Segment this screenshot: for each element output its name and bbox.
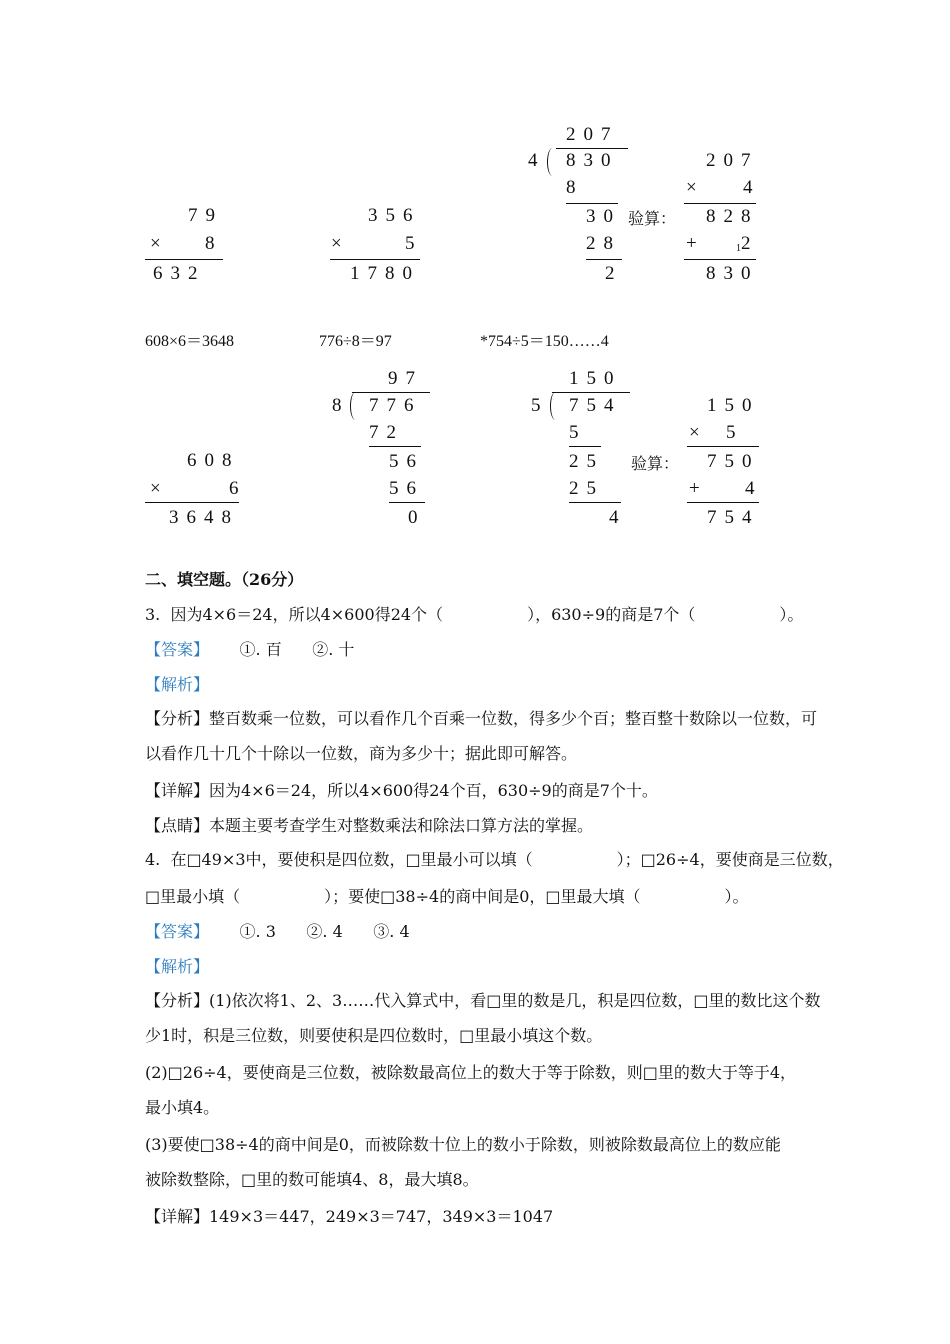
dividend: 830 bbox=[566, 150, 619, 171]
question-text: ）；要使□38÷4的商中间是0，□里最大填（ bbox=[324, 887, 641, 906]
answer-text: ①. 3 ②. 4 ③. 4 bbox=[209, 922, 410, 941]
calc-line: 828 bbox=[706, 206, 759, 227]
rule-line bbox=[145, 502, 239, 503]
division-bracket bbox=[547, 148, 558, 176]
calc-line: 8 bbox=[566, 177, 584, 198]
times-sign: × bbox=[689, 422, 700, 443]
question-text: 3. 因为4×6＝24，所以4×600得24个（ bbox=[145, 605, 444, 624]
divisor: 4 bbox=[528, 150, 538, 171]
calc-line: 25 bbox=[569, 451, 604, 472]
question-4 bbox=[145, 849, 844, 871]
analysis-text: 最小填4。 bbox=[145, 1098, 220, 1117]
check-label: 验算： bbox=[628, 209, 677, 228]
plus-sign: + bbox=[689, 478, 700, 499]
quotient: 97 bbox=[388, 368, 423, 389]
calc-line: 356 bbox=[368, 205, 421, 226]
division-bracket bbox=[550, 392, 561, 420]
rule-line bbox=[352, 392, 430, 393]
plus-sign: + bbox=[686, 233, 697, 254]
question-text: ）。 bbox=[779, 605, 804, 624]
analysis-tag: 【解析】 bbox=[145, 675, 210, 694]
times-sign: × bbox=[686, 177, 697, 198]
analysis-text: 少1时，积是三位数，则要使积是四位数时，□里最小填这个数。 bbox=[145, 1026, 603, 1045]
equation-1: 608×6＝3648 bbox=[145, 333, 235, 350]
rule-line bbox=[552, 392, 630, 393]
rule-line bbox=[684, 203, 756, 204]
analysis-text: (3)要使□38÷4的商中间是0，而被除数十位上的数小于除数，则被除数最高位上的数应能 bbox=[145, 1135, 781, 1154]
rule-line bbox=[687, 446, 759, 447]
remainder: 0 bbox=[408, 507, 426, 528]
rule-line bbox=[687, 502, 759, 503]
rule-line bbox=[389, 502, 425, 503]
calc-line: 79 bbox=[188, 205, 223, 226]
calc-line: 6 bbox=[229, 478, 247, 499]
calc-line: 5 bbox=[405, 233, 423, 254]
calc-result: 830 bbox=[706, 263, 759, 284]
answer-line bbox=[145, 639, 354, 661]
equation-3: *754÷5＝150……4 bbox=[480, 333, 609, 350]
calc-line: 56 bbox=[389, 451, 424, 472]
calc-result: 3648 bbox=[169, 507, 239, 528]
analysis-text: 【分析】整百数乘一位数，可以看作几个百乘一位数，得多少个百；整百整十数除以一位数，可 bbox=[145, 709, 818, 728]
calc-line: 25 bbox=[569, 478, 604, 499]
divisor: 5 bbox=[531, 395, 541, 416]
times-sign: × bbox=[331, 233, 342, 254]
division-bracket bbox=[350, 392, 361, 420]
divisor: 8 bbox=[332, 395, 342, 416]
calc-line: 72 bbox=[369, 422, 404, 443]
equation-2: 776÷8＝97 bbox=[319, 333, 392, 350]
check-label: 验算： bbox=[631, 454, 680, 473]
question-text: □里最小填（ bbox=[145, 887, 241, 906]
analysis-text: 被除数整除，□里的数可能填4、8，最大填8。 bbox=[145, 1170, 479, 1189]
answer-tag: 【答案】 bbox=[145, 640, 210, 659]
question-text: 4. 在□49×3中，要使积是四位数，□里最小可以填（ bbox=[145, 850, 533, 869]
detail-text: 【详解】149×3＝447，249×3＝747，349×3＝1047 bbox=[145, 1207, 554, 1226]
addend: 2 bbox=[741, 233, 751, 254]
rule-line bbox=[569, 502, 621, 503]
rule-line bbox=[569, 446, 601, 447]
section-heading: 二、填空题。（26分） bbox=[145, 570, 304, 589]
calc-result: 1780 bbox=[350, 263, 420, 284]
rule-line bbox=[556, 148, 628, 149]
dividend: 776 bbox=[369, 395, 422, 416]
rule-line bbox=[684, 259, 756, 260]
question-4-cont bbox=[145, 886, 749, 908]
rule-line bbox=[566, 203, 618, 204]
calc-line: 56 bbox=[389, 478, 424, 499]
calc-line: 30 bbox=[586, 206, 621, 227]
answer-line bbox=[145, 921, 410, 943]
quotient: 150 bbox=[569, 368, 622, 389]
question-3 bbox=[145, 604, 803, 626]
analysis-text: 【分析】(1)依次将1、2、3……代入算式中，看□里的数是几，积是四位数，□里的数比这个数 bbox=[145, 991, 821, 1010]
detail-text: 【详解】因为4×6＝24，所以4×600得24个百，630÷9的商是7个十。 bbox=[145, 781, 658, 800]
answer-tag: 【答案】 bbox=[145, 922, 210, 941]
calc-line: 4 bbox=[743, 177, 761, 198]
analysis-tag: 【解析】 bbox=[145, 957, 210, 976]
analysis-text: (2)□26÷4，要使商是三位数，被除数最高位上的数大于等于除数，则□里的数大于等于4， bbox=[145, 1063, 797, 1082]
addend: 4 bbox=[745, 478, 763, 499]
rule-line bbox=[145, 259, 223, 260]
calc-line: 5 bbox=[726, 422, 744, 443]
quotient: 207 bbox=[566, 124, 619, 145]
answer-text: ①. 百 ②. 十 bbox=[209, 640, 355, 659]
rule-line bbox=[330, 259, 420, 260]
remainder: 4 bbox=[609, 507, 627, 528]
calc-result: 632 bbox=[153, 263, 206, 284]
times-sign: × bbox=[150, 233, 161, 254]
rule-line bbox=[586, 259, 622, 260]
remainder: 2 bbox=[605, 263, 623, 284]
comment-text: 【点睛】本题主要考查学生对整数乘法和除法口算方法的掌握。 bbox=[145, 816, 594, 835]
analysis-text: 以看作几十几个十除以一位数，商为多少十；据此即可解答。 bbox=[145, 744, 578, 763]
question-text: ）；□26÷4，要使商是三位数， bbox=[616, 850, 844, 869]
question-text: ），630÷9的商是7个（ bbox=[527, 605, 696, 624]
calc-line: 207 bbox=[706, 150, 759, 171]
calc-line: 5 bbox=[569, 422, 587, 443]
calc-line: 750 bbox=[707, 451, 760, 472]
calc-line: 150 bbox=[707, 395, 760, 416]
rule-line bbox=[369, 446, 421, 447]
question-text: ）。 bbox=[724, 887, 749, 906]
calc-result: 754 bbox=[707, 507, 760, 528]
dividend: 754 bbox=[569, 395, 622, 416]
calc-line: 8 bbox=[205, 233, 223, 254]
times-sign: × bbox=[150, 478, 161, 499]
carry-mark: 1 bbox=[736, 243, 741, 254]
calc-line: 608 bbox=[187, 450, 240, 471]
calc-line bbox=[736, 233, 751, 260]
calc-line: 28 bbox=[586, 233, 621, 254]
